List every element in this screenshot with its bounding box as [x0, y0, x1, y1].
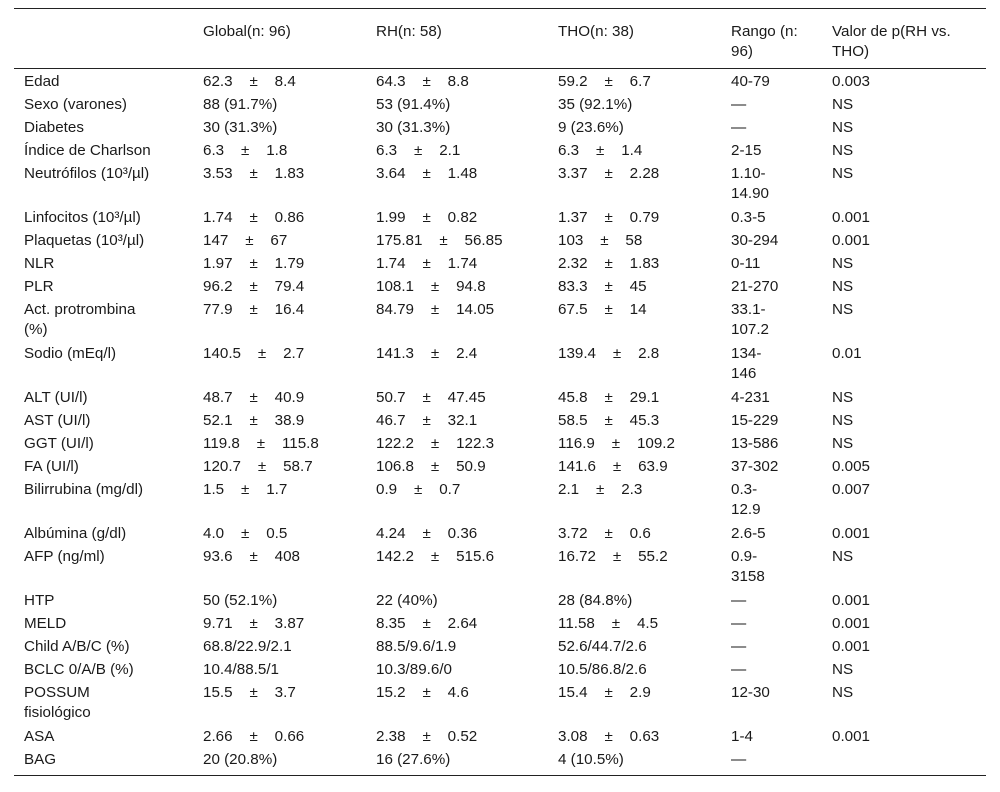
value-cell: 0.9 ± 0.7	[376, 481, 461, 498]
value-cell: 10.3/89.6/0	[376, 661, 453, 678]
value-cell: 15.2 ± 4.6	[376, 684, 469, 701]
row-label: AFP (ng/ml)	[24, 548, 105, 565]
value-cell: 8.35 ± 2.64	[376, 615, 478, 632]
p-value-cell: 0.001	[832, 728, 871, 745]
value-cell: 30 (31.3%)	[203, 119, 278, 136]
value-cell: 48.7 ± 40.9	[203, 389, 305, 406]
p-value-cell: 0.003	[832, 73, 871, 90]
row-label: BAG	[24, 751, 57, 768]
p-value-cell: 0.001	[832, 209, 871, 226]
value-cell: 53 (91.4%)	[376, 96, 451, 113]
row-label: Bilirrubina (mg/dl)	[24, 481, 144, 498]
value-cell: 141.3 ± 2.4	[376, 345, 478, 362]
p-value-cell: NS	[832, 548, 854, 565]
row-label: Plaquetas (10³/µl)	[24, 232, 145, 249]
value-cell: 2.32 ± 1.83	[558, 255, 660, 272]
value-cell: 3.37 ± 2.28	[558, 165, 660, 182]
rango-cell: 40-79	[731, 73, 770, 90]
rango-cell: 0.9- 3158	[731, 548, 765, 585]
rango-cell: 30-294	[731, 232, 779, 249]
row-label: BCLC 0/A/B (%)	[24, 661, 134, 678]
value-cell: 67.5 ± 14	[558, 301, 647, 318]
rango-cell: —	[731, 661, 747, 678]
value-cell: 50.7 ± 47.45	[376, 389, 486, 406]
rango-cell: 2-15	[731, 142, 762, 159]
value-cell: 122.2 ± 122.3	[376, 435, 495, 452]
row-label: FA (UI/l)	[24, 458, 79, 475]
value-cell: 84.79 ± 14.05	[376, 301, 495, 318]
rango-cell: 0.3- 12.9	[731, 481, 761, 518]
value-cell: 11.58 ± 4.5	[558, 615, 659, 632]
rango-cell: —	[731, 638, 747, 655]
value-cell: 10.4/88.5/1	[203, 661, 280, 678]
value-cell: 52.1 ± 38.9	[203, 412, 305, 429]
value-cell: 142.2 ± 515.6	[376, 548, 495, 565]
p-value-cell: NS	[832, 278, 854, 295]
value-cell: 15.4 ± 2.9	[558, 684, 651, 701]
value-cell: 120.7 ± 58.7	[203, 458, 313, 475]
header-rule	[14, 68, 986, 69]
p-value-cell: 0.001	[832, 525, 871, 542]
rango-cell: 1.10- 14.90	[731, 165, 770, 202]
p-value-cell: 0.001	[832, 232, 871, 249]
rango-cell: —	[731, 751, 747, 768]
row-label: Child A/B/C (%)	[24, 638, 130, 655]
value-cell: 141.6 ± 63.9	[558, 458, 668, 475]
value-cell: 16.72 ± 55.2	[558, 548, 668, 565]
value-cell: 1.99 ± 0.82	[376, 209, 478, 226]
row-label: Sexo (varones)	[24, 96, 127, 113]
table-top-rule	[14, 8, 986, 9]
p-value-cell: 0.007	[832, 481, 871, 498]
header-rango: Rango (n: 96)	[731, 23, 798, 60]
row-label: MELD	[24, 615, 67, 632]
value-cell: 88.5/9.6/1.9	[376, 638, 457, 655]
rango-cell: 2.6-5	[731, 525, 766, 542]
value-cell: 88 (91.7%)	[203, 96, 278, 113]
row-label: ALT (UI/l)	[24, 389, 88, 406]
value-cell: 1.37 ± 0.79	[558, 209, 660, 226]
header-rh: RH(n: 58)	[376, 23, 442, 40]
value-cell: 22 (40%)	[376, 592, 438, 609]
value-cell: 93.6 ± 408	[203, 548, 300, 565]
p-value-cell: 0.005	[832, 458, 871, 475]
rango-cell: 1-4	[731, 728, 753, 745]
value-cell: 175.81 ± 56.85	[376, 232, 503, 249]
p-value-cell: 0.01	[832, 345, 862, 362]
header-tho: THO(n: 38)	[558, 23, 634, 40]
value-cell: 106.8 ± 50.9	[376, 458, 486, 475]
value-cell: 1.5 ± 1.7	[203, 481, 288, 498]
p-value-cell: 0.001	[832, 615, 871, 632]
row-label: Edad	[24, 73, 60, 90]
header-global: Global(n: 96)	[203, 23, 291, 40]
rango-cell: 0.3-5	[731, 209, 766, 226]
rango-cell: 21-270	[731, 278, 779, 295]
rango-cell: 15-229	[731, 412, 779, 429]
value-cell: 58.5 ± 45.3	[558, 412, 660, 429]
value-cell: 2.1 ± 2.3	[558, 481, 643, 498]
rango-cell: 13-586	[731, 435, 779, 452]
value-cell: 9.71 ± 3.87	[203, 615, 305, 632]
row-label: Albúmina (g/dl)	[24, 525, 127, 542]
header-p-value: Valor de p(RH vs. THO)	[832, 23, 951, 60]
value-cell: 6.3 ± 2.1	[376, 142, 461, 159]
p-value-cell: 0.001	[832, 638, 871, 655]
p-value-cell: NS	[832, 165, 854, 182]
value-cell: 4 (10.5%)	[558, 751, 624, 768]
row-label: Neutrófilos (10³/µl)	[24, 165, 150, 182]
p-value-cell: NS	[832, 255, 854, 272]
row-label: ASA	[24, 728, 55, 745]
value-cell: 4.0 ± 0.5	[203, 525, 288, 542]
value-cell: 96.2 ± 79.4	[203, 278, 305, 295]
value-cell: 2.66 ± 0.66	[203, 728, 305, 745]
value-cell: 139.4 ± 2.8	[558, 345, 660, 362]
p-value-cell: NS	[832, 412, 854, 429]
rango-cell: 12-30	[731, 684, 770, 701]
rango-cell: —	[731, 119, 747, 136]
row-label: HTP	[24, 592, 55, 609]
rango-cell: 37-302	[731, 458, 779, 475]
value-cell: 64.3 ± 8.8	[376, 73, 469, 90]
p-value-cell: NS	[832, 119, 854, 136]
row-label: Linfocitos (10³/µl)	[24, 209, 141, 226]
rango-cell: —	[731, 592, 747, 609]
value-cell: 50 (52.1%)	[203, 592, 278, 609]
rango-cell: —	[731, 96, 747, 113]
value-cell: 16 (27.6%)	[376, 751, 451, 768]
p-value-cell: NS	[832, 661, 854, 678]
value-cell: 15.5 ± 3.7	[203, 684, 296, 701]
value-cell: 10.5/86.8/2.6	[558, 661, 647, 678]
value-cell: 3.64 ± 1.48	[376, 165, 478, 182]
value-cell: 6.3 ± 1.4	[558, 142, 643, 159]
row-label: Diabetes	[24, 119, 84, 136]
value-cell: 6.3 ± 1.8	[203, 142, 288, 159]
rango-cell: 4-231	[731, 389, 770, 406]
value-cell: 45.8 ± 29.1	[558, 389, 660, 406]
value-cell: 1.74 ± 0.86	[203, 209, 305, 226]
p-value-cell: NS	[832, 96, 854, 113]
value-cell: 1.97 ± 1.79	[203, 255, 305, 272]
value-cell: 20 (20.8%)	[203, 751, 278, 768]
value-cell: 3.08 ± 0.63	[558, 728, 660, 745]
rango-cell: 134- 146	[731, 345, 762, 382]
value-cell: 119.8 ± 115.8	[203, 435, 319, 452]
value-cell: 3.53 ± 1.83	[203, 165, 305, 182]
rango-cell: 0-11	[731, 255, 761, 272]
value-cell: 83.3 ± 45	[558, 278, 647, 295]
p-value-cell: NS	[832, 389, 854, 406]
value-cell: 62.3 ± 8.4	[203, 73, 296, 90]
value-cell: 35 (92.1%)	[558, 96, 633, 113]
value-cell: 4.24 ± 0.36	[376, 525, 478, 542]
row-label: PLR	[24, 278, 54, 295]
p-value-cell: 0.001	[832, 592, 871, 609]
row-label: NLR	[24, 255, 55, 272]
row-label: AST (UI/l)	[24, 412, 91, 429]
value-cell: 30 (31.3%)	[376, 119, 451, 136]
row-label: POSSUM fisiológico	[24, 684, 91, 721]
value-cell: 28 (84.8%)	[558, 592, 633, 609]
p-value-cell: NS	[832, 301, 854, 318]
rango-cell: 33.1- 107.2	[731, 301, 770, 338]
p-value-cell: NS	[832, 684, 854, 701]
value-cell: 46.7 ± 32.1	[376, 412, 478, 429]
table-bottom-rule	[14, 775, 986, 776]
value-cell: 9 (23.6%)	[558, 119, 624, 136]
value-cell: 68.8/22.9/2.1	[203, 638, 292, 655]
value-cell: 147 ± 67	[203, 232, 288, 249]
value-cell: 2.38 ± 0.52	[376, 728, 478, 745]
p-value-cell: NS	[832, 142, 854, 159]
value-cell: 116.9 ± 109.2	[558, 435, 675, 452]
rango-cell: —	[731, 615, 747, 632]
value-cell: 108.1 ± 94.8	[376, 278, 486, 295]
value-cell: 77.9 ± 16.4	[203, 301, 305, 318]
p-value-cell: NS	[832, 435, 854, 452]
value-cell: 3.72 ± 0.6	[558, 525, 651, 542]
row-label: Act. protrombina (%)	[24, 301, 136, 338]
row-label: Índice de Charlson	[24, 142, 151, 159]
value-cell: 103 ± 58	[558, 232, 643, 249]
value-cell: 140.5 ± 2.7	[203, 345, 305, 362]
value-cell: 1.74 ± 1.74	[376, 255, 478, 272]
row-label: Sodio (mEq/l)	[24, 345, 117, 362]
row-label: GGT (UI/l)	[24, 435, 94, 452]
value-cell: 59.2 ± 6.7	[558, 73, 651, 90]
value-cell: 52.6/44.7/2.6	[558, 638, 647, 655]
